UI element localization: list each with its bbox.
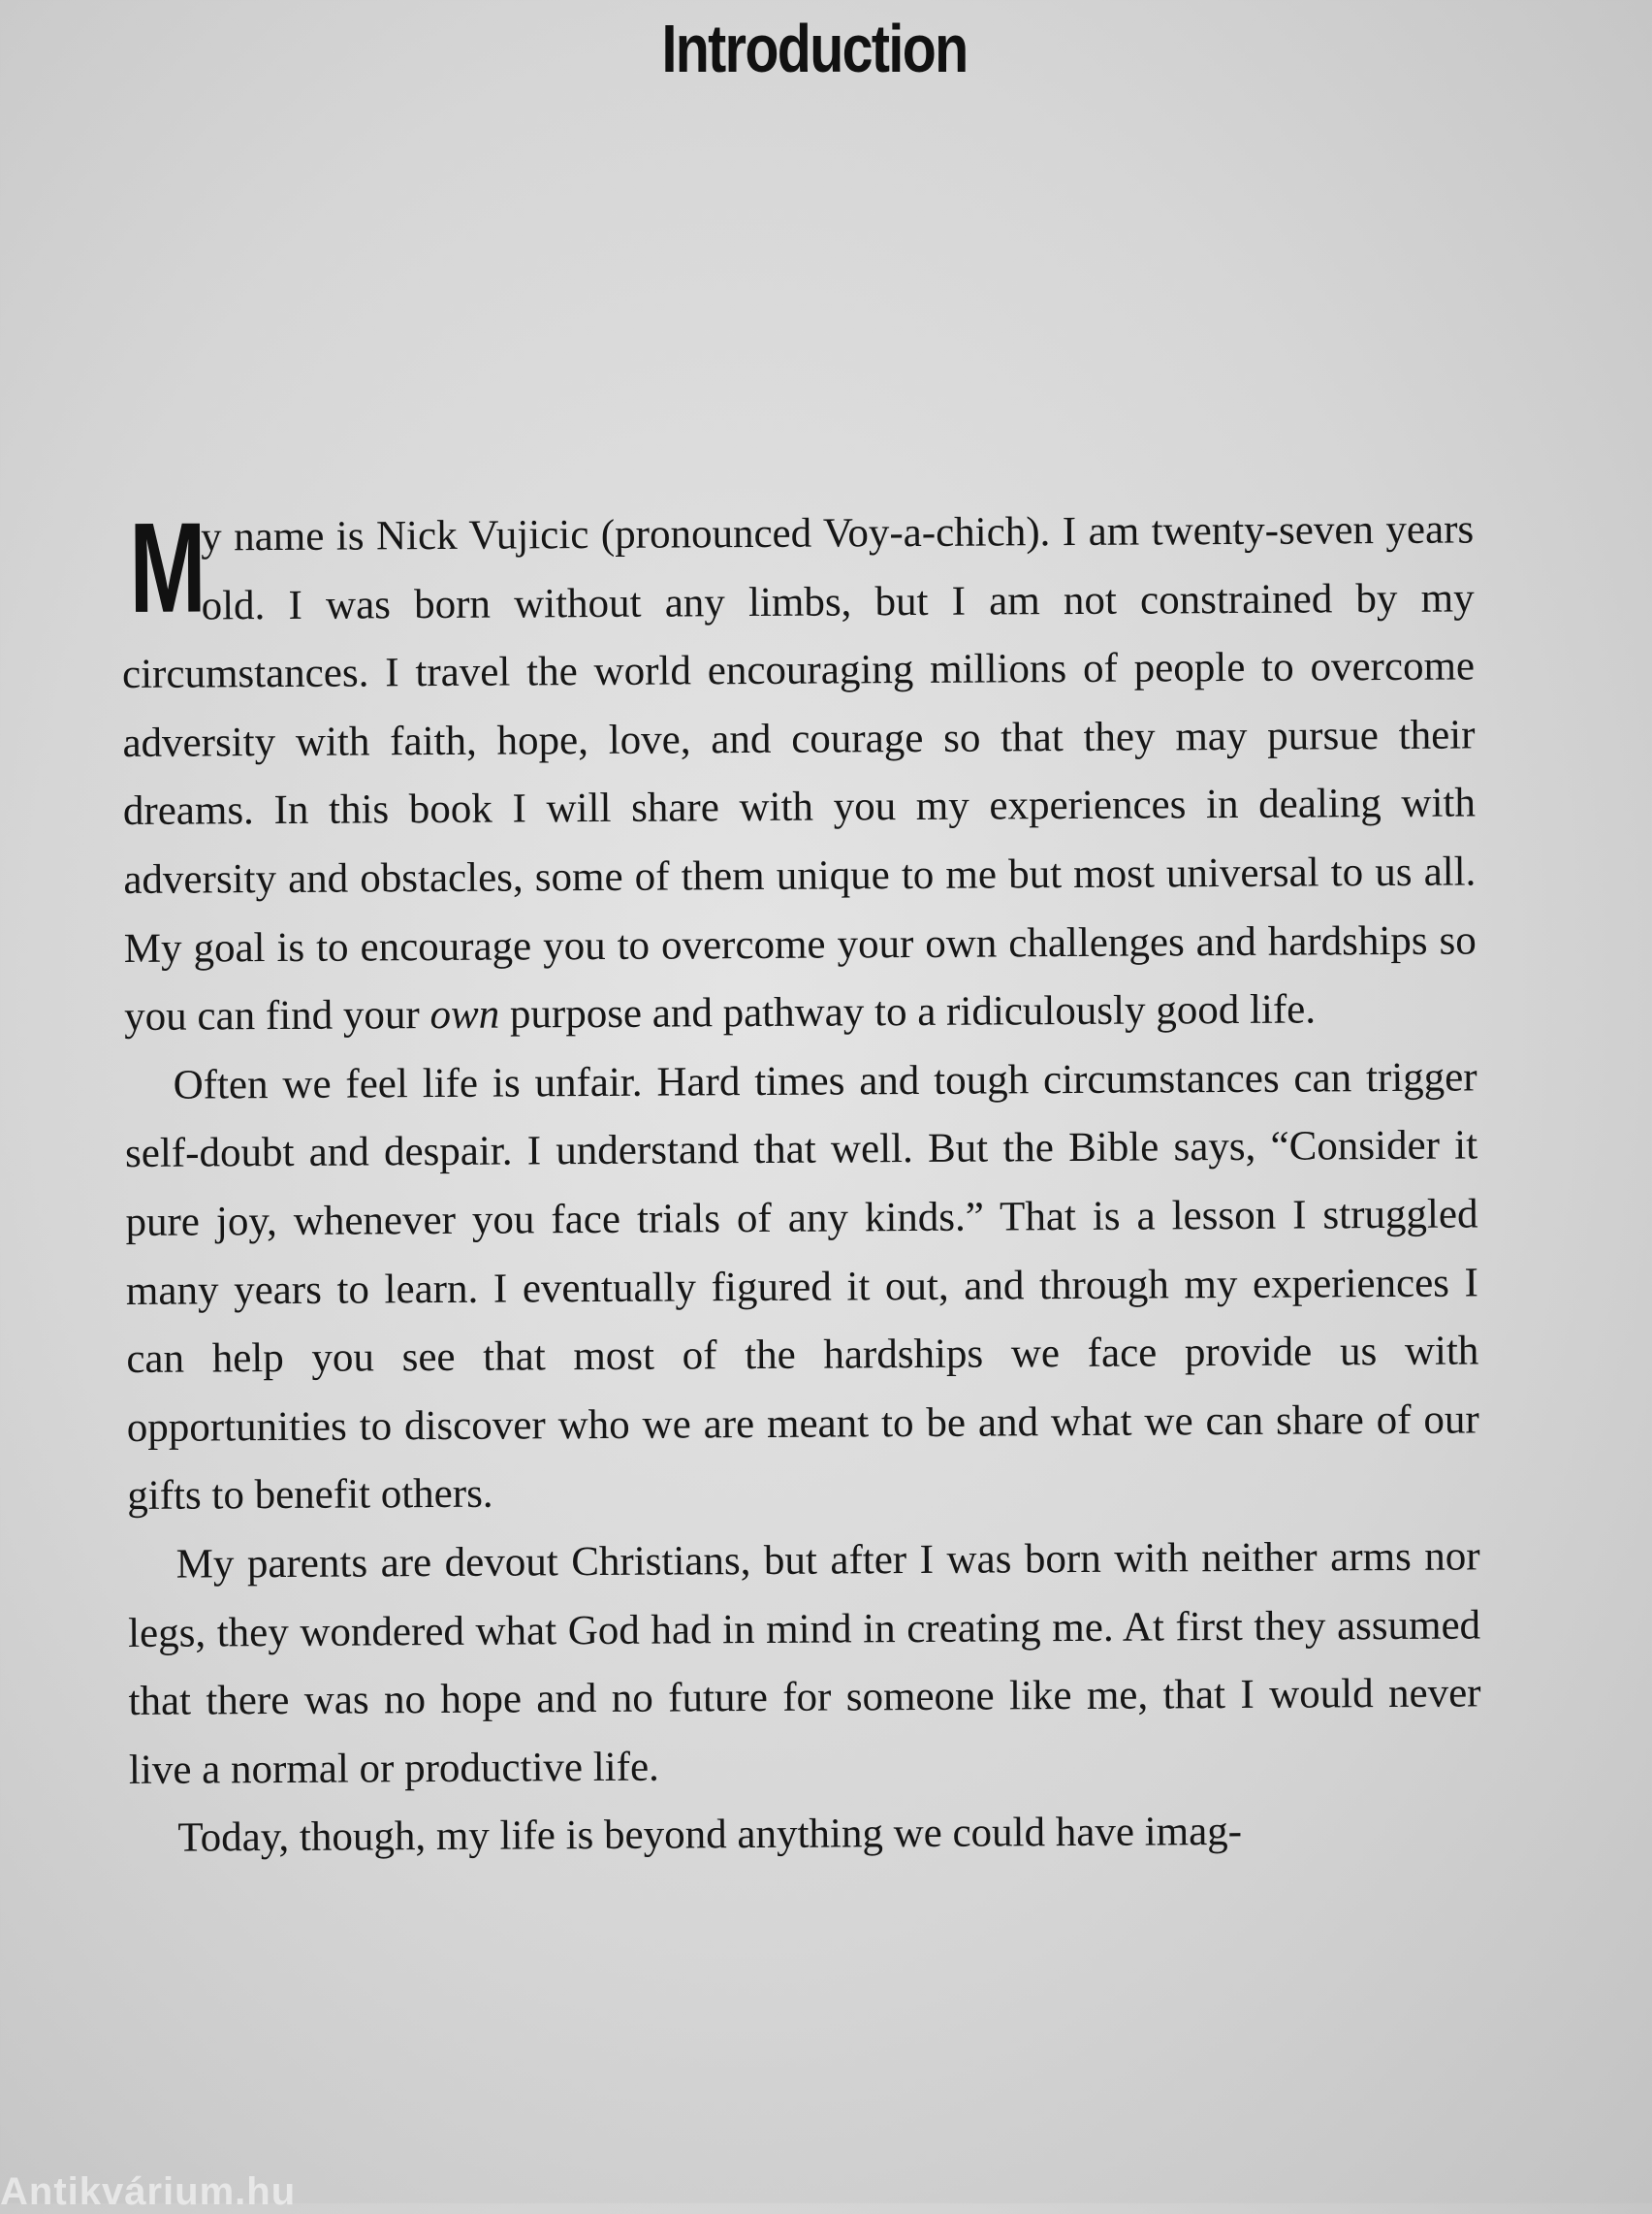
paragraph-3: My parents are devout Christians, but after I was born with neither arms nor legs, they wondered what God had in mind in creating me. At first they assumed that there was no hope and no future for someone like me, that I would never live a normal or productive life. xyxy=(127,1533,1481,1793)
paragraph-4: Today, though, my life is beyond anything we could have imag- xyxy=(177,1809,1243,1861)
paragraph-1-text-start: y name is Nick Vujicic (pronounced Voy-a-chich). I am twenty-seven years old. I was born without any limbs, but I am not constrained by my circumstances. I travel the world encouraging millions of people to overcome adversity with faith, hope, love, and courage so that they may pursue their dreams. In this book I will share with you my experiences in dealing with adversity and obstacles, some of them unique to me but most universal to us all. My goal is to encourage you to overcome your own challenges and hardships so you can find your xyxy=(121,506,1477,1041)
body-text xyxy=(121,496,1482,1873)
chapter-title: Introduction xyxy=(661,11,968,86)
drop-cap: M xyxy=(128,496,207,639)
paragraph-1-emphasis: own xyxy=(429,991,500,1039)
paragraph-2: Often we feel life is unfair. Hard times and tough circumstances can trigger self-doubt and despair. I understand that well. But the Bible says, “Consider it pure joy, whenever you face trials of any kinds.” That is a lesson I struggled many years to learn. I eventually figured it out, and through my experiences I can help you see that most of the hardships we face provide us with opportunities to discover who we are meant to be and what we can share of our gifts to benefit others. xyxy=(124,1054,1479,1520)
watermark: Antikvárium.hu xyxy=(0,2170,297,2213)
paragraph-1 xyxy=(121,496,1477,1051)
paragraph-1-text-end: purpose and pathway to a ridiculously good life. xyxy=(499,986,1317,1038)
